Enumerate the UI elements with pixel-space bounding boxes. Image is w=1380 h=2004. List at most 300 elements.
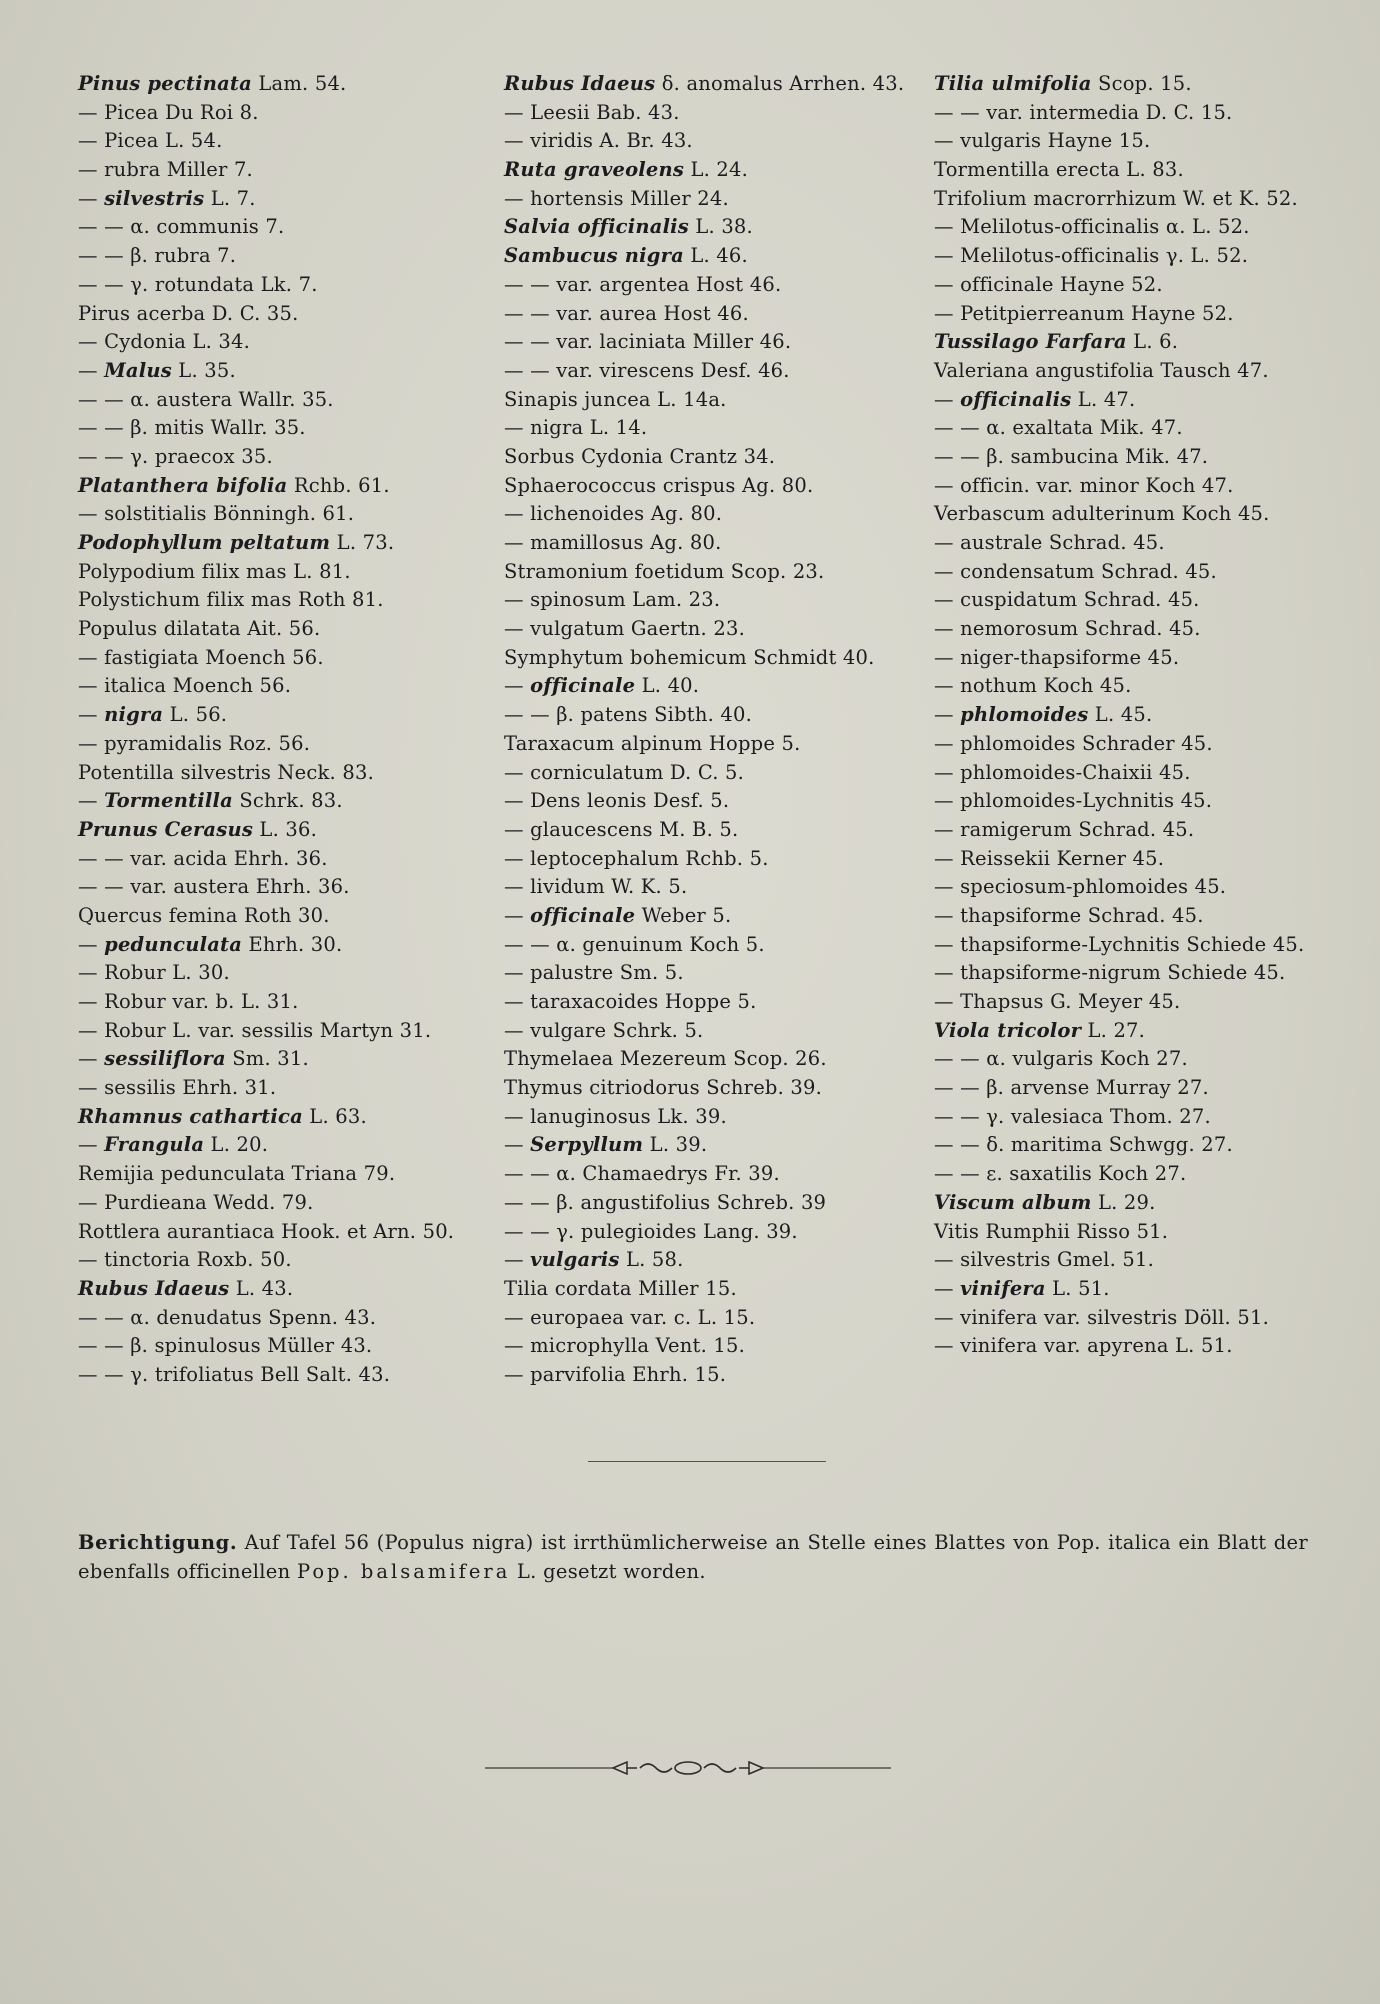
- entry-text: — — var. austera Ehrh. 36.: [78, 875, 350, 899]
- index-entry: [504, 185, 924, 214]
- index-entry: [504, 300, 924, 329]
- index-entry: [504, 500, 924, 529]
- entry-dash: —: [78, 789, 105, 813]
- entry-text: — — β. mitis Wallr. 35.: [78, 416, 306, 440]
- entry-text: — Leesii Bab. 43.: [504, 100, 680, 124]
- index-entry: [78, 386, 498, 415]
- entry-text: — lichenoides Ag. 80.: [504, 502, 723, 526]
- entry-text: Stramonium foetidum Scop. 23.: [504, 559, 825, 583]
- entry-text: Sorbus Cydonia Crantz 34.: [504, 444, 776, 468]
- index-entry: [78, 357, 498, 386]
- index-entry: [504, 1103, 924, 1132]
- index-column-2: [504, 70, 924, 1390]
- entry-officinal-name: Tormentilla: [104, 789, 233, 813]
- entry-text: — — α. denudatus Spenn. 43.: [78, 1305, 377, 1329]
- index-entry: [934, 701, 1364, 730]
- entry-dash: —: [78, 186, 105, 210]
- entry-officinal-name: nigra: [104, 703, 164, 727]
- entry-text: — — var. virescens Desf. 46.: [504, 358, 790, 382]
- ornament-divider: [485, 1754, 891, 1782]
- index-entry: [504, 931, 924, 960]
- entry-text: — vinifera var. apyrena L. 51.: [934, 1334, 1233, 1358]
- index-entry: [934, 242, 1364, 271]
- index-entry: [504, 1189, 924, 1218]
- index-entry: [934, 644, 1364, 673]
- entry-text: — tinctoria Roxb. 50.: [78, 1248, 292, 1272]
- entry-text: — — α. genuinum Koch 5.: [504, 932, 765, 956]
- index-entry: [78, 959, 498, 988]
- entry-text: — — ε. saxatilis Koch 27.: [934, 1162, 1187, 1186]
- entry-officinal-name: officinalis: [960, 387, 1072, 411]
- entry-dash: —: [934, 703, 961, 727]
- entry-officinal-name: Ruta graveolens: [504, 158, 685, 182]
- entry-text: Rchb. 61.: [287, 473, 390, 497]
- entry-officinal-name: Rubus Idaeus: [78, 1276, 230, 1300]
- entry-text: — — α. vulgaris Koch 27.: [934, 1047, 1188, 1071]
- index-entry: [78, 328, 498, 357]
- entry-text: — ramigerum Schrad. 45.: [934, 817, 1195, 841]
- entry-text: — vinifera var. silvestris Döll. 51.: [934, 1305, 1269, 1329]
- index-entry: [934, 1304, 1364, 1333]
- entry-text: Schrk. 83.: [232, 789, 343, 813]
- entry-officinal-name: Tussilago Farfara: [934, 330, 1127, 354]
- entry-text: — rubra Miller 7.: [78, 158, 253, 182]
- entry-text: — Purdieana Wedd. 79.: [78, 1190, 314, 1214]
- index-entry: [934, 988, 1364, 1017]
- correction-text: Auf Tafel 56 (Populus nigra) ist irrthümlicherweise an Stelle eines Blattes von Pop. italica ein Blatt der ebenfalls officinellen: [78, 1531, 1308, 1583]
- index-entry: [504, 873, 924, 902]
- entry-text: — cuspidatum Schrad. 45.: [934, 588, 1200, 612]
- index-entry: [78, 127, 498, 156]
- index-column-1: [78, 70, 498, 1390]
- entry-text: — niger-thapsiforme 45.: [934, 645, 1180, 669]
- entry-dash: —: [78, 358, 105, 382]
- entry-text: — Robur var. b. L. 31.: [78, 990, 299, 1013]
- index-entry: [504, 213, 924, 242]
- entry-dash: —: [504, 1248, 531, 1272]
- index-entry: [504, 414, 924, 443]
- entry-text: — nothum Koch 45.: [934, 674, 1132, 698]
- entry-text: Tormentilla erecta L. 83.: [934, 158, 1184, 182]
- index-entry: [504, 1160, 924, 1189]
- entry-dash: —: [78, 1047, 105, 1071]
- entry-text: L. 56.: [163, 703, 228, 727]
- entry-text: Thymelaea Mezereum Scop. 26.: [504, 1047, 827, 1071]
- entry-text: Rottlera aurantiaca Hook. et Arn. 50.: [78, 1219, 455, 1243]
- index-entry: [504, 1017, 924, 1046]
- index-entry: [504, 1218, 924, 1247]
- index-entry: [934, 156, 1364, 185]
- index-entry: [504, 127, 924, 156]
- index-entry: [934, 730, 1364, 759]
- entry-text: — — var. argentea Host 46.: [504, 272, 782, 296]
- entry-text: L. 38.: [688, 215, 753, 239]
- entry-text: — — α. Chamaedrys Fr. 39.: [504, 1162, 780, 1186]
- index-entry: [934, 873, 1364, 902]
- index-entry: [504, 1246, 924, 1275]
- index-column-3: [934, 70, 1364, 1361]
- index-entry: [504, 672, 924, 701]
- entry-text: — fastigiata Moench 56.: [78, 645, 324, 669]
- index-entry: [78, 558, 498, 587]
- entry-officinal-name: Viscum album: [934, 1190, 1092, 1214]
- index-entry: [504, 529, 924, 558]
- entry-text: L. 27.: [1081, 1018, 1146, 1042]
- index-entry: [934, 931, 1364, 960]
- index-entry: [78, 787, 498, 816]
- index-entry: [934, 127, 1364, 156]
- entry-text: — nemorosum Schrad. 45.: [934, 617, 1201, 641]
- entry-text: — — β. spinulosus Müller 43.: [78, 1334, 373, 1358]
- entry-text: Lam. 54.: [251, 72, 347, 95]
- entry-text: — — β. patens Sibth. 40.: [504, 703, 752, 727]
- entry-text: L. 46.: [683, 244, 748, 268]
- entry-dash: —: [504, 903, 531, 927]
- index-entry: [504, 1045, 924, 1074]
- index-entry: [504, 816, 924, 845]
- entry-officinal-name: Tilia ulmifolia: [934, 72, 1092, 95]
- index-entry: [78, 730, 498, 759]
- index-entry: [504, 902, 924, 931]
- entry-text: Polystichum filix mas Roth 81.: [78, 588, 384, 612]
- index-entry: [504, 959, 924, 988]
- index-entry: [78, 271, 498, 300]
- index-entry: [934, 185, 1364, 214]
- index-entry: [78, 185, 498, 214]
- index-entry: [78, 902, 498, 931]
- index-entry: [504, 644, 924, 673]
- entry-text: — glaucescens M. B. 5.: [504, 817, 739, 841]
- entry-text: — Petitpierreanum Hayne 52.: [934, 301, 1234, 325]
- index-entry: [934, 1131, 1364, 1160]
- entry-text: — phlomoides-Lychnitis 45.: [934, 789, 1213, 813]
- entry-text: — Cydonia L. 34.: [78, 330, 251, 354]
- correction-spaced-name: Pop. balsamifera: [296, 1560, 511, 1583]
- entry-text: Thymus citriodorus Schreb. 39.: [504, 1076, 823, 1100]
- entry-officinal-name: Pinus pectinata: [78, 72, 252, 95]
- index-entry: [78, 873, 498, 902]
- index-entry: [78, 443, 498, 472]
- index-entry: [934, 70, 1364, 99]
- entry-text: L. 40.: [635, 674, 700, 698]
- index-entry: [78, 988, 498, 1017]
- entry-officinal-name: officinale: [530, 674, 636, 698]
- index-entry: [78, 1103, 498, 1132]
- entry-officinal-name: officinale: [530, 903, 636, 927]
- entry-text: L. 24.: [684, 158, 749, 182]
- index-entry: [78, 672, 498, 701]
- entry-officinal-name: Podophyllum peltatum: [78, 531, 331, 554]
- entry-officinal-name: Prunus Cerasus: [78, 817, 254, 841]
- index-entry: [934, 845, 1364, 874]
- index-entry: [78, 1246, 498, 1275]
- index-entry: [504, 1332, 924, 1361]
- index-entry: [934, 1189, 1364, 1218]
- entry-text: — lividum W. K. 5.: [504, 875, 688, 899]
- entry-text: — pyramidalis Roz. 56.: [78, 731, 311, 755]
- index-entry: [504, 701, 924, 730]
- entry-text: — thapsiforme-Lychnitis Schiede 45.: [934, 932, 1305, 956]
- entry-text: Sm. 31.: [225, 1047, 309, 1071]
- index-entry: [78, 1275, 498, 1304]
- entry-text: L. 20.: [204, 1133, 269, 1157]
- index-entry: [504, 1074, 924, 1103]
- index-entry: [504, 1275, 924, 1304]
- entry-text: — viridis A. Br. 43.: [504, 129, 693, 153]
- entry-text: L. 43.: [229, 1276, 294, 1300]
- entry-text: — Picea L. 54.: [78, 129, 223, 153]
- entry-text: L. 36.: [253, 817, 317, 841]
- entry-text: Weber 5.: [635, 903, 732, 927]
- entry-officinal-name: Sambucus nigra: [504, 244, 684, 268]
- index-entry: [934, 386, 1364, 415]
- entry-text: — Thapsus G. Meyer 45.: [934, 990, 1181, 1013]
- index-entry: [934, 816, 1364, 845]
- entry-officinal-name: Viola tricolor: [934, 1018, 1082, 1042]
- index-entry: [504, 443, 924, 472]
- index-entry: [78, 615, 498, 644]
- index-entry: [504, 1131, 924, 1160]
- entry-text: — — γ. pulegioides Lang. 39.: [504, 1219, 798, 1243]
- entry-text: L. 7.: [204, 186, 256, 210]
- entry-text: — europaea var. c. L. 15.: [504, 1305, 756, 1329]
- entry-officinal-name: phlomoides: [960, 703, 1089, 727]
- entry-text: — Reissekii Kerner 45.: [934, 846, 1165, 870]
- entry-text: L. 47.: [1071, 387, 1136, 411]
- entry-dash: —: [504, 1133, 531, 1157]
- index-entry: [78, 1361, 498, 1390]
- index-entry: [504, 472, 924, 501]
- index-entry: [78, 156, 498, 185]
- index-entry: [504, 271, 924, 300]
- entry-text: — Dens leonis Desf. 5.: [504, 789, 730, 813]
- index-entry: [934, 99, 1364, 128]
- index-entry: [934, 1218, 1364, 1247]
- index-entry: [934, 615, 1364, 644]
- entry-text: L. 63.: [302, 1104, 367, 1128]
- entry-text: — thapsiforme Schrad. 45.: [934, 903, 1204, 927]
- entry-text: — thapsiforme-nigrum Schiede 45.: [934, 961, 1286, 985]
- index-entry: [504, 99, 924, 128]
- index-entry: [504, 156, 924, 185]
- entry-text: — — γ. praecox 35.: [78, 444, 273, 468]
- index-entry: [504, 988, 924, 1017]
- index-entry: [934, 1074, 1364, 1103]
- index-entry: [504, 558, 924, 587]
- entry-text: — condensatum Schrad. 45.: [934, 559, 1217, 583]
- entry-text: L. 73.: [330, 531, 395, 554]
- entry-dash: —: [78, 932, 105, 956]
- entry-text: — — β. arvense Murray 27.: [934, 1076, 1209, 1100]
- entry-text: — — α. exaltata Mik. 47.: [934, 416, 1183, 440]
- index-entry: [78, 414, 498, 443]
- index-entry: [934, 443, 1364, 472]
- entry-text: Potentilla silvestris Neck. 83.: [78, 760, 374, 784]
- entry-text: Pirus acerba D. C. 35.: [78, 301, 299, 325]
- index-entry: [504, 615, 924, 644]
- section-divider: [588, 1461, 826, 1462]
- index-entry: [504, 386, 924, 415]
- entry-text: Ehrh. 30.: [242, 932, 343, 956]
- index-entry: [78, 644, 498, 673]
- entry-text: Valeriana angustifolia Tausch 47.: [934, 358, 1269, 382]
- entry-dash: —: [934, 1276, 961, 1300]
- index-entry: [504, 70, 924, 99]
- correction-heading: Berichtigung.: [78, 1531, 238, 1554]
- index-entry: [78, 816, 498, 845]
- index-entry: [78, 931, 498, 960]
- entry-text: Vitis Rumphii Risso 51.: [934, 1219, 1169, 1243]
- index-entry: [934, 902, 1364, 931]
- index-entry: [934, 500, 1364, 529]
- entry-text: Verbascum adulterinum Koch 45.: [934, 502, 1270, 526]
- entry-text: — — γ. valesiaca Thom. 27.: [934, 1104, 1211, 1128]
- index-entry: [78, 1045, 498, 1074]
- index-entry: [78, 300, 498, 329]
- entry-text: — — β. sambucina Mik. 47.: [934, 444, 1209, 468]
- index-entry: [934, 787, 1364, 816]
- index-entry: [504, 1361, 924, 1390]
- entry-text: — — var. laciniata Miller 46.: [504, 330, 792, 354]
- entry-text: Scop. 15.: [1091, 72, 1192, 95]
- index-entry: [934, 1246, 1364, 1275]
- index-entry: [504, 787, 924, 816]
- entry-text: — solstitialis Bönningh. 61.: [78, 502, 355, 526]
- entry-text: — sessilis Ehrh. 31.: [78, 1076, 277, 1100]
- index-entry: [78, 70, 498, 99]
- entry-text: — — γ. rotundata Lk. 7.: [78, 272, 318, 296]
- index-entry: [78, 1304, 498, 1333]
- index-entry: [78, 242, 498, 271]
- index-entry: [504, 328, 924, 357]
- entry-text: — nigra L. 14.: [504, 416, 648, 440]
- entry-text: — Picea Du Roi 8.: [78, 100, 259, 124]
- entry-text: Taraxacum alpinum Hoppe 5.: [504, 731, 801, 755]
- entry-text: — phlomoides-Chaixii 45.: [934, 760, 1191, 784]
- entry-text: — speciosum-phlomoides 45.: [934, 875, 1227, 899]
- entry-text: — palustre Sm. 5.: [504, 961, 684, 985]
- index-entry: [934, 959, 1364, 988]
- entry-text: — vulgatum Gaertn. 23.: [504, 617, 745, 641]
- entry-text: — — β. angustifolius Schreb. 39: [504, 1190, 827, 1214]
- entry-text: — vulgare Schrk. 5.: [504, 1018, 704, 1042]
- index-entry: [934, 558, 1364, 587]
- entry-officinal-name: vinifera: [960, 1276, 1046, 1300]
- index-entry: [504, 357, 924, 386]
- entry-text: — parvifolia Ehrh. 15.: [504, 1362, 727, 1386]
- entry-officinal-name: Malus: [104, 358, 172, 382]
- index-entry: [78, 472, 498, 501]
- entry-text: L. 45.: [1088, 703, 1153, 727]
- entry-text: L. 39.: [643, 1133, 708, 1157]
- entry-dash: —: [504, 674, 531, 698]
- entry-text: — corniculatum D. C. 5.: [504, 760, 745, 784]
- index-entry: [504, 1304, 924, 1333]
- entry-text: — vulgaris Hayne 15.: [934, 129, 1151, 153]
- index-entry: [78, 1189, 498, 1218]
- index-entry: [934, 472, 1364, 501]
- index-entry: [504, 845, 924, 874]
- entry-text: Sphaerococcus crispus Ag. 80.: [504, 473, 814, 497]
- entry-officinal-name: silvestris: [104, 186, 205, 210]
- correction-note: [78, 1528, 1308, 1586]
- entry-officinal-name: sessiliflora: [104, 1047, 226, 1071]
- entry-text: δ. anomalus Arrhen. 43.: [655, 72, 905, 95]
- entry-text: — australe Schrad. 45.: [934, 531, 1165, 554]
- entry-text: — microphylla Vent. 15.: [504, 1334, 745, 1358]
- index-entry: [934, 300, 1364, 329]
- entry-text: — — var. acida Ehrh. 36.: [78, 846, 328, 870]
- index-entry: [78, 1074, 498, 1103]
- entry-text: — hortensis Miller 24.: [504, 186, 729, 210]
- index-entry: [934, 328, 1364, 357]
- entry-text: Trifolium macrorrhizum W. et K. 52.: [934, 186, 1298, 210]
- entry-officinal-name: Rubus Idaeus: [504, 72, 656, 95]
- entry-officinal-name: Rhamnus cathartica: [78, 1104, 303, 1128]
- index-entry: [78, 1017, 498, 1046]
- entry-text: — Melilotus-officinalis α. L. 52.: [934, 215, 1250, 239]
- entry-officinal-name: vulgaris: [530, 1248, 620, 1272]
- entry-text: — — β. rubra 7.: [78, 244, 237, 268]
- entry-text: Polypodium filix mas L. 81.: [78, 559, 351, 583]
- entry-text: Symphytum bohemicum Schmidt 40.: [504, 645, 875, 669]
- entry-text: — — α. austera Wallr. 35.: [78, 387, 334, 411]
- entry-text: — — α. communis 7.: [78, 215, 285, 239]
- entry-text: — italica Moench 56.: [78, 674, 292, 698]
- index-entry: [78, 1131, 498, 1160]
- index-entry: [934, 1045, 1364, 1074]
- entry-text: — lanuginosus Lk. 39.: [504, 1104, 727, 1128]
- entry-text: — Robur L. var. sessilis Martyn 31.: [78, 1018, 432, 1042]
- entry-text: — leptocephalum Rchb. 5.: [504, 846, 769, 870]
- entry-text: — Melilotus-officinalis γ. L. 52.: [934, 244, 1249, 268]
- index-entry: [934, 1275, 1364, 1304]
- entry-text: — officin. var. minor Koch 47.: [934, 473, 1234, 497]
- index-entry: [934, 271, 1364, 300]
- index-entry: [78, 759, 498, 788]
- entry-text: — — γ. trifoliatus Bell Salt. 43.: [78, 1362, 391, 1386]
- entry-text: L. 35.: [171, 358, 236, 382]
- entry-text: L. 6.: [1126, 330, 1179, 354]
- index-entry: [78, 1332, 498, 1361]
- entry-text: Populus dilatata Ait. 56.: [78, 617, 321, 641]
- entry-dash: —: [78, 1133, 105, 1157]
- index-entry: [934, 529, 1364, 558]
- index-entry: [78, 1160, 498, 1189]
- index-entry: [504, 586, 924, 615]
- entry-dash: —: [934, 387, 961, 411]
- entry-officinal-name: Frangula: [104, 1133, 205, 1157]
- entry-text: — phlomoides Schrader 45.: [934, 731, 1213, 755]
- entry-officinal-name: Platanthera bifolia: [78, 473, 288, 497]
- index-entry: [934, 357, 1364, 386]
- index-entry: [504, 242, 924, 271]
- entry-text: — mamillosus Ag. 80.: [504, 531, 722, 554]
- correction-text-end: L. gesetzt worden.: [510, 1560, 706, 1583]
- entry-text: Quercus femina Roth 30.: [78, 903, 330, 927]
- index-entry: [934, 672, 1364, 701]
- index-entry: [504, 759, 924, 788]
- entry-text: Remijia pedunculata Triana 79.: [78, 1162, 396, 1186]
- index-entry: [934, 1332, 1364, 1361]
- index-entry: [934, 414, 1364, 443]
- index-entry: [78, 500, 498, 529]
- entry-text: L. 58.: [619, 1248, 684, 1272]
- entry-text: L. 51.: [1045, 1276, 1110, 1300]
- index-entry: [934, 586, 1364, 615]
- index-entry: [78, 529, 498, 558]
- index-entry: [934, 1017, 1364, 1046]
